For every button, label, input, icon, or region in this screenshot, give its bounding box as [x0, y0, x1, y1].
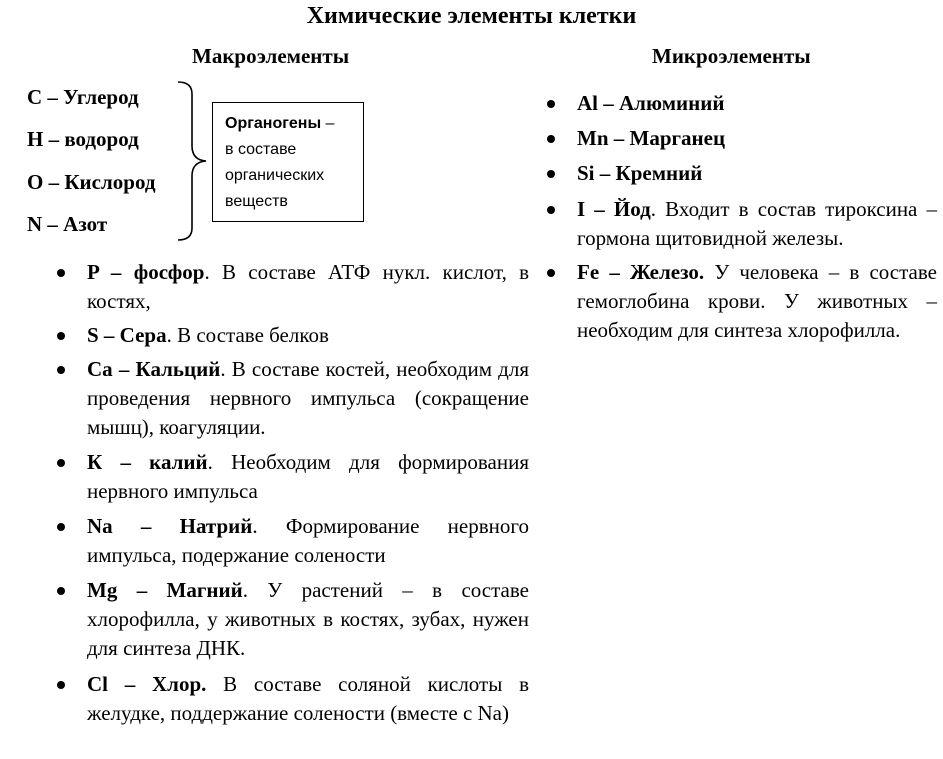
- list-item: [577, 195, 937, 253]
- list-item: [87, 258, 529, 316]
- element-description: . В составе белков: [166, 323, 329, 347]
- element-name: Cl – Хлор.: [87, 672, 207, 696]
- list-item: [87, 576, 529, 663]
- bullet-icon: [57, 366, 65, 374]
- list-item: [577, 258, 937, 345]
- element-description: . Формирование нервного импульса, подержание солености: [87, 514, 529, 567]
- element-description: . В составе АТФ нукл. кислот, в костях,: [87, 260, 530, 313]
- organogens-box-line3: веществ: [225, 193, 288, 210]
- list-item: [87, 321, 529, 350]
- bullet-icon: [57, 587, 65, 595]
- element-name: Na – Натрий: [87, 514, 253, 538]
- organogen-oxygen: O – Кислород: [27, 170, 156, 194]
- bullet-icon: [57, 459, 65, 467]
- bullet-icon: [57, 332, 65, 340]
- element-name: S – Сера: [87, 323, 167, 347]
- list-item: [87, 448, 529, 506]
- list-item: [87, 355, 529, 442]
- list-item: [87, 670, 529, 728]
- list-item: [87, 512, 529, 570]
- page-title: Химические элементы клетки: [306, 3, 637, 29]
- element-description: В составе соляной кислоты в желудке, поддержание солености (вместе с Na): [87, 672, 529, 725]
- organogens-box-dash: –: [321, 115, 335, 132]
- bullet-icon: [57, 681, 65, 689]
- element-name: P – фосфор: [87, 260, 205, 284]
- bullet-icon: [547, 206, 555, 214]
- element-description: . У растений – в составе хлорофилла, у животных в костях, зубах, нужен для синтеза ДНК.: [87, 578, 529, 660]
- list-item: [577, 89, 939, 118]
- element-name: Al – Алюминий: [577, 91, 725, 115]
- element-name: Mg – Магний: [87, 578, 243, 602]
- organogens-box-label: Органогены: [225, 115, 322, 132]
- element-description: . Входит в состав тироксина – гормона щитовидной железы.: [577, 197, 937, 250]
- element-name: Si – Кремний: [577, 161, 703, 185]
- element-description: . В составе костей, необходим для проведения нервного импульса (сокращение мышц), коагуляции.: [87, 357, 529, 439]
- list-item: [577, 159, 939, 188]
- element-description: У человека – в составе гемоглобина крови. У животных – необходим для синтеза хлорофилла.: [577, 260, 937, 342]
- element-description: . Необходим для формирования нервного импульса: [87, 450, 529, 503]
- bullet-icon: [547, 100, 555, 108]
- organogen-hydrogen: H – водород: [27, 127, 139, 151]
- organogens-box-line2: органических: [225, 167, 325, 184]
- bullet-icon: [547, 170, 555, 178]
- organogen-nitrogen: N – Азот: [27, 212, 108, 236]
- bullet-icon: [547, 135, 555, 143]
- bullet-icon: [57, 269, 65, 277]
- micro-heading: Микроэлементы: [652, 44, 811, 68]
- element-name: К – калий: [87, 450, 208, 474]
- element-name: Fe – Железо.: [577, 260, 705, 284]
- organogens-box-line1: в составе: [225, 141, 297, 158]
- element-name: I – Йод: [577, 197, 651, 221]
- macro-heading: Макроэлементы: [192, 44, 350, 68]
- organogens-box: [212, 102, 364, 222]
- bullet-icon: [547, 269, 555, 277]
- list-item: [577, 124, 939, 153]
- bullet-icon: [57, 523, 65, 531]
- element-name: Ca – Кальций: [87, 357, 221, 381]
- organogen-carbon: C – Углерод: [27, 85, 139, 109]
- element-name: Mn – Марганец: [577, 126, 726, 150]
- curly-brace-icon: [176, 80, 212, 242]
